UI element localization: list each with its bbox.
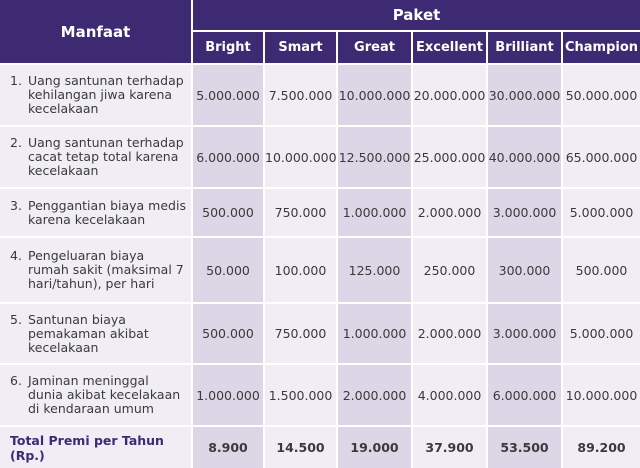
table-row [0,127,640,189]
value-cell-champion: 50.000.000 [563,65,640,127]
package-header-champion: Champion [563,32,640,65]
package-group-header: Paket [193,0,640,32]
total-value-champion: 89.200 [563,427,640,468]
value-cell-brilliant: 3.000.000 [488,189,563,238]
table-row [0,189,640,238]
total-row [0,427,640,468]
value-cell-champion: 5.000.000 [563,189,640,238]
value-cell-smart: 10.000.000 [265,127,338,189]
total-value-smart: 14.500 [265,427,338,468]
benefit-number: 2. [10,135,22,150]
value-cell-brilliant: 3.000.000 [488,304,563,365]
package-header-excellent: Excellent [413,32,488,65]
total-value-bright: 8.900 [193,427,265,468]
total-value-excellent: 37.900 [413,427,488,468]
benefit-cell [0,127,193,189]
value-cell-brilliant: 6.000.000 [488,365,563,427]
benefit-number: 6. [10,373,22,388]
total-premium-label: Total Premi per Tahun (Rp.) [0,427,193,468]
benefit-cell [0,65,193,127]
value-cell-great: 12.500.000 [338,127,413,189]
value-cell-bright: 5.000.000 [193,65,265,127]
table-row [0,65,640,127]
table-row [0,304,640,365]
value-cell-champion: 65.000.000 [563,127,640,189]
value-cell-champion: 500.000 [563,238,640,304]
benefit-number: 3. [10,197,22,213]
value-cell-brilliant: 40.000.000 [488,127,563,189]
value-cell-great: 1.000.000 [338,304,413,365]
benefit-number: 4. [10,248,22,263]
benefit-description: Jaminan meninggal dunia akibat kecelakaan di kendaraan umum [28,373,181,416]
value-cell-great: 2.000.000 [338,365,413,427]
benefit-number: 1. [10,73,22,88]
package-header-great: Great [338,32,413,65]
value-cell-bright: 50.000 [193,238,265,304]
value-cell-smart: 750.000 [265,189,338,238]
benefit-description: Santunan biaya pemakaman akibat kecelakaan [28,311,149,355]
value-cell-great: 125.000 [338,238,413,304]
benefit-cell [0,304,193,365]
table-row [0,238,640,304]
value-cell-excellent: 250.000 [413,238,488,304]
value-cell-excellent: 20.000.000 [413,65,488,127]
benefit-cell [0,189,193,238]
total-value-brilliant: 53.500 [488,427,563,468]
value-cell-bright: 500.000 [193,189,265,238]
table-row [0,365,640,427]
value-cell-excellent: 2.000.000 [413,189,488,238]
total-value-great: 19.000 [338,427,413,468]
value-cell-bright: 6.000.000 [193,127,265,189]
value-cell-smart: 100.000 [265,238,338,304]
package-header-bright: Bright [193,32,265,65]
benefit-description: Penggantian biaya medis karena kecelakaan [28,197,186,227]
value-cell-excellent: 25.000.000 [413,127,488,189]
benefit-column-header: Manfaat [0,0,193,65]
value-cell-excellent: 4.000.000 [413,365,488,427]
value-cell-champion: 5.000.000 [563,304,640,365]
value-cell-smart: 750.000 [265,304,338,365]
benefit-description: Uang santunan terhadap cacat tetap total karena kecelakaan [28,135,184,178]
value-cell-brilliant: 30.000.000 [488,65,563,127]
benefit-number: 5. [10,311,22,327]
benefit-cell [0,238,193,304]
value-cell-great: 1.000.000 [338,189,413,238]
value-cell-smart: 1.500.000 [265,365,338,427]
value-cell-champion: 10.000.000 [563,365,640,427]
value-cell-bright: 1.000.000 [193,365,265,427]
value-cell-brilliant: 300.000 [488,238,563,304]
package-header-smart: Smart [265,32,338,65]
package-header-brilliant: Brilliant [488,32,563,65]
value-cell-bright: 500.000 [193,304,265,365]
value-cell-smart: 7.500.000 [265,65,338,127]
value-cell-great: 10.000.000 [338,65,413,127]
benefit-description: Pengeluaran biaya rumah sakit (maksimal 7 hari/tahun), per hari [28,248,184,291]
benefit-cell [0,365,193,427]
value-cell-excellent: 2.000.000 [413,304,488,365]
benefit-description: Uang santunan terhadap kehilangan jiwa karena kecelakaan [28,73,184,116]
